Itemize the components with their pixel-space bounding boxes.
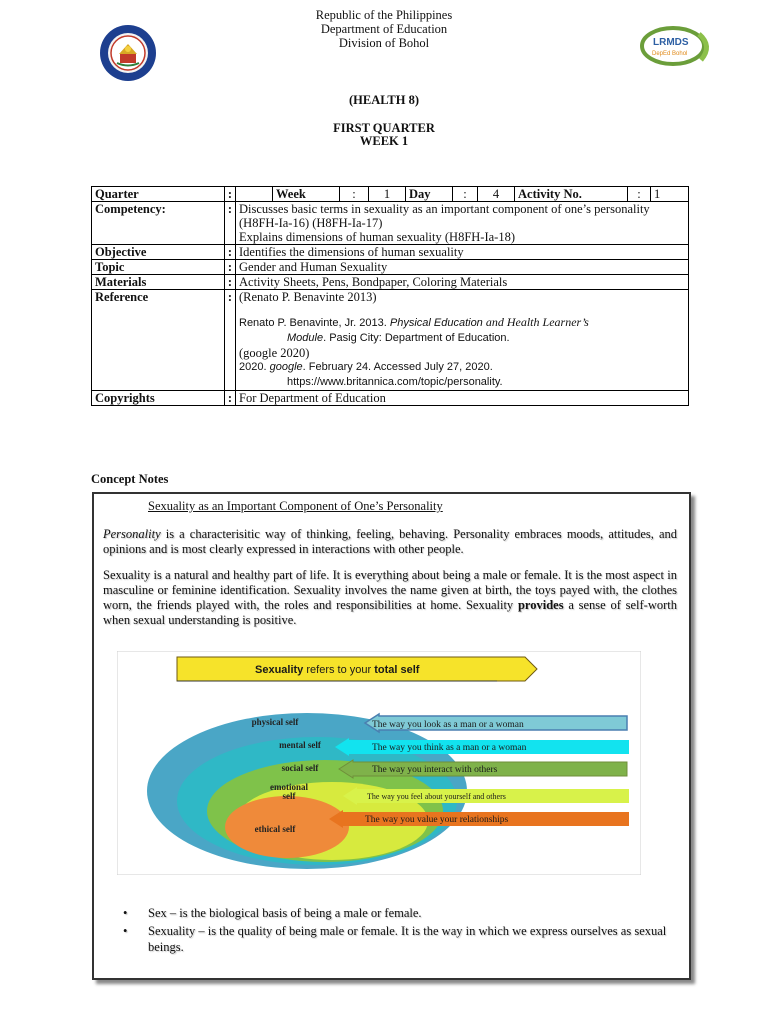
bullet-icon: • (123, 906, 128, 920)
layer-label-ethical: ethical self (254, 824, 296, 834)
topic-value: Gender and Human Sexuality (236, 260, 689, 275)
objective-value: Identifies the dimensions of human sexuality (236, 245, 689, 260)
subject-title: (HEALTH 8) (348, 93, 420, 107)
quarter-title: FIRST QUARTER (333, 121, 435, 135)
colon: : (225, 290, 236, 391)
layer-label-emotional-1: emotional (270, 782, 308, 792)
materials-label: Materials (92, 275, 225, 290)
table-row (92, 187, 689, 202)
copyrights-label: Copyrights (92, 391, 225, 406)
colon: : (225, 260, 236, 275)
week-title: WEEK 1 (359, 134, 409, 148)
reference-citation-1: Renato P. Benavinte, Jr. 2013. Physical Education and Health Learner’s Module. Pasig City: Department of Education. (239, 315, 589, 344)
colon: : (340, 187, 369, 201)
colon: : (628, 187, 651, 201)
reference-url[interactable]: https://www.britannica.com/topic/personality. (287, 376, 503, 388)
colon: : (453, 187, 478, 201)
layer-label-physical: physical self (251, 717, 299, 727)
layer-label-emotional-2: self (282, 791, 296, 801)
sexuality-dimensions-diagram (117, 651, 641, 875)
week-label: Week (273, 187, 340, 201)
bullet-sex-definition: • Sex – is the biological basis of being a male or female. (123, 906, 422, 920)
table-row (92, 245, 689, 260)
header-department: Department of Education (320, 22, 448, 36)
header-republic: Republic of the Philippines (315, 8, 453, 22)
reference-citation-2: 2020. google. February 24. Accessed July 27, 2020. https://www.britannica.com/topic/personality. (239, 361, 503, 388)
lrmds-logo (637, 24, 717, 68)
materials-value: Activity Sheets, Pens, Bondpaper, Coloring Materials (236, 275, 689, 290)
table-row (92, 391, 689, 406)
activity-label: Activity No. (515, 187, 628, 201)
personality-paragraph: Personality is a characterisitic way of thinking, feeling, behaving. Personality embraces moods, attitudes, and opinions and is most clearly expressed in interactions with other people. (103, 527, 677, 556)
objective-label: Objective (92, 245, 225, 260)
reference-line-1: (Renato P. Benavinte 2013) (239, 290, 377, 304)
colon: : (225, 202, 236, 245)
desc-ethical: The way you value your relationships (365, 815, 509, 825)
quarter-label: Quarter (92, 187, 225, 202)
colon: : (225, 245, 236, 260)
layer-label-mental: mental self (279, 740, 321, 750)
topic-label: Topic (92, 260, 225, 275)
colon: : (225, 187, 236, 202)
desc-mental: The way you think as a man or a woman (372, 743, 527, 753)
week-value: 1 (369, 187, 406, 201)
layer-label-social: social self (281, 763, 319, 773)
banner-text: Sexuality refers to your total self (255, 664, 420, 676)
colon: : (225, 275, 236, 290)
concept-notes-heading: Concept Notes (91, 472, 169, 486)
day-label: Day (406, 187, 453, 201)
desc-physical: The way you look as a man or a woman (372, 720, 524, 730)
competency-label: Competency: (92, 202, 225, 245)
table-row (92, 275, 689, 290)
copyrights-value: For Department of Education (236, 391, 689, 406)
desc-emotional: The way you feel about yourself and others (367, 792, 506, 801)
reference-label: Reference (92, 290, 225, 391)
lesson-info-table (91, 186, 689, 406)
table-row (92, 290, 689, 391)
lrmds-logo-subtext: DepEd Bohol (652, 51, 688, 57)
competency-line-2: Explains dimensions of human sexuality (H8FH-Ia-18) (239, 230, 515, 244)
desc-social: The way you interact with others (372, 765, 498, 775)
day-value: 4 (478, 187, 515, 201)
concept-box-title: Sexuality as an Important Component of One’s Personality (148, 499, 443, 513)
header-division: Division of Bohol (338, 36, 430, 50)
reference-line-3: (google 2020) (239, 346, 310, 360)
activity-value: 1 (654, 187, 661, 201)
bullet-sexuality-definition: • Sexuality – is the quality of being male or female. It is the way in which we express ourselves as sexual beings. (123, 924, 667, 954)
competency-line-1: Discusses basic terms in sexuality as an important component of one’s personality (H8FH-Ia-16) (H8FH-Ia-17) (239, 202, 650, 230)
table-row (92, 202, 689, 245)
sexuality-paragraph: Sexuality is a natural and healthy part of life. It is everything about being a male or female. It is the most aspect in masculine or feminine identification. Sexuality involves the name given at birth, the toys payed with, the clothes worn, the friends played with, the roles and responsibilities at home. Sexuality provides a sense of self-worth when sexual understanding is positive. (103, 568, 677, 627)
table-row (92, 260, 689, 275)
lrmds-logo-text: LRMDS (653, 37, 689, 48)
bullet-icon: • (123, 924, 128, 938)
colon: : (225, 391, 236, 406)
